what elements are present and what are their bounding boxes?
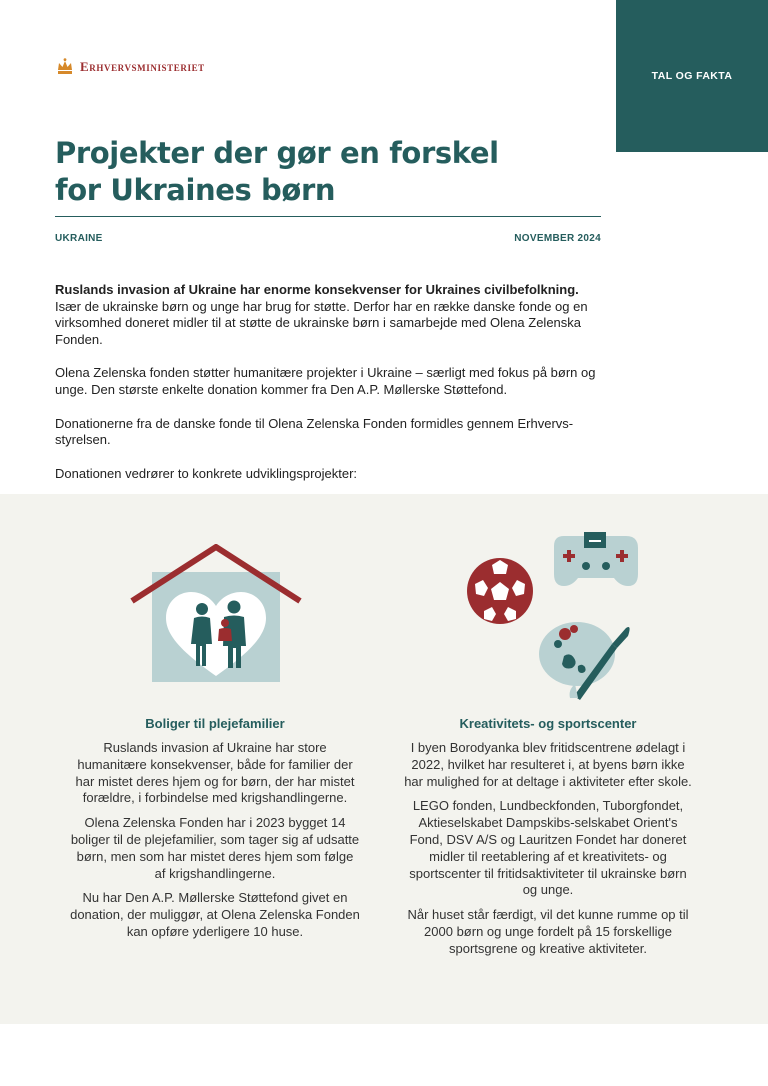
- crown-icon: [55, 57, 75, 77]
- intro-paragraph-1: [55, 282, 615, 348]
- ministry-logo: [55, 57, 205, 77]
- intro-paragraph-4: Donationen vedrører to konkrete udviklingsprojekter:: [55, 465, 358, 481]
- activities-illustration: [462, 532, 642, 700]
- corner-label: TAL OG FAKTA: [651, 70, 733, 82]
- paint-palette-icon: [539, 622, 630, 700]
- project-housing-body: [70, 740, 360, 949]
- project-housing-title: Boliger til plejefamilier: [145, 716, 285, 731]
- title-divider: [55, 216, 601, 217]
- intro-lead-rest: Især de ukrainske børn og unge har brug for støtte. Derfor har en række danske fonde og en virksomhed doneret midler til at støtte de ukrainske børn i samarbejde med Olena Zelenska Fonden.: [55, 298, 588, 347]
- gamepad-icon: [554, 532, 638, 586]
- title-line-2: for Ukraines børn: [55, 173, 336, 207]
- project-creative-body: [403, 740, 693, 966]
- intro-lead: Ruslands invasion af Ukraine har enorme konsekvenser for Ukraines civilbefolkning.: [55, 282, 579, 297]
- football-icon: [467, 558, 533, 624]
- house-family-icon: [128, 544, 304, 682]
- corner-tab: [616, 0, 768, 152]
- projects-panel: [0, 494, 768, 1024]
- project-creative-title: Kreativitets- og sportscenter: [459, 716, 637, 731]
- intro-paragraph-2: Olena Zelenska fonden støtter humanitære projekter i Ukraine – særligt med fokus på børn og unge. Den største enkelte donation kommer fra Den A.P. Møllerske Støttefond.: [55, 365, 596, 397]
- project-creative-paragraph: Når huset står færdigt, vil det kunne rumme op til 2000 børn og unge fordelt på 15 forskellige sportsgrene og kreative aktiviteter.: [407, 907, 689, 956]
- project-housing-paragraph: Nu har Den A.P. Møllerske Støttefond givet en donation, der muliggør, at Olena Zelenska Fonden kan opføre yderligere 10 huse.: [70, 890, 360, 939]
- logo-text: Erhvervsministeriet: [80, 59, 205, 74]
- project-creative-paragraph: LEGO fonden, Lundbeckfonden, Tuborgfondet, Aktieselskabet Dampskibs-selskabet Orient's Fond, DSV A/S og Lauritzen Fondet har doneret midler til reetablering af et kreativitets- og sportscenter til fritidsaktiviteter til ukrainske børn og unge.: [409, 798, 687, 898]
- project-housing-paragraph: Olena Zelenska Fonden har i 2023 bygget 14 boliger til de plejefamilier, som tager sig af udsatte børn, men som har mistet deres hjem som følge af krigshandlingerne.: [70, 815, 360, 881]
- category-label: UKRAINE: [55, 233, 103, 244]
- date-label: NOVEMBER 2024: [514, 233, 601, 244]
- title-line-1: Projekter der gør en forskel: [55, 136, 499, 170]
- intro-paragraph-3: Donationerne fra de danske fonde til Olena Zelenska Fonden formidles gennem Erhvervs-styrelsen.: [55, 415, 574, 448]
- intro-section: [55, 282, 615, 499]
- page-title: [55, 135, 615, 209]
- project-housing-paragraph: Ruslands invasion af Ukraine har store humanitære konsekvenser, både for familier der har mistet deres hjem og for børn, der har mistet forældre, i forbindelse med krigshandlingerne.: [75, 740, 355, 806]
- project-creative-paragraph: I byen Borodyanka blev fritidscentrene ødelagt i 2022, hvilket har resulteret i, at byens børn ikke har mulighed for at deltage i aktiviteter efter skole.: [404, 740, 692, 789]
